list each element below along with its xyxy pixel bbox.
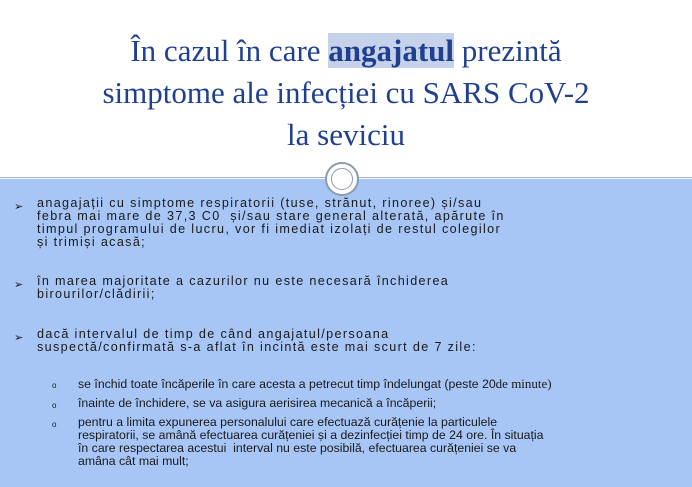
- divider-circle-ornament: [325, 162, 359, 196]
- arrow-bullet-icon: ➢: [14, 332, 24, 344]
- bullet-2-line-1: în marea majoritate a cazurilor nu este necesară închiderea: [37, 274, 450, 288]
- sub-bullet-2-line-1: înainte de închidere, se va asigura aerisirea mecanică a încăperii;: [78, 396, 437, 410]
- bullet-1-line-1: anagajații cu simptome respiratorii (tuse, strănut, rinoree) și/sau: [37, 196, 483, 210]
- slide-body: [0, 179, 692, 487]
- title-line-2: simptome ale infecției cu SARS CoV-2: [102, 75, 590, 110]
- circle-bullet-icon: o: [52, 401, 57, 410]
- title-post: prezintă: [454, 33, 562, 68]
- sub-bullet-item-2: [78, 397, 678, 410]
- arrow-bullet-icon: ➢: [14, 279, 24, 291]
- bullet-1-line-4: și trimiși acasă;: [37, 235, 147, 249]
- title-pre: În cazul în care: [130, 33, 329, 68]
- sub-bullet-item-1: [78, 377, 678, 391]
- bullet-item-1: [37, 197, 677, 249]
- bullet-item-2: [37, 275, 677, 301]
- slide-title: [20, 30, 672, 156]
- sub-bullet-1-tail: de minute): [495, 376, 552, 391]
- sub-bullet-item-3: [78, 416, 678, 468]
- title-highlight: angajatul: [328, 33, 455, 68]
- bullet-1-line-3: timpul programului de lucru, vor fi imediat izolați de restul colegilor: [37, 222, 502, 236]
- sub-bullet-3-line-4: amâna cât mai mult;: [78, 454, 189, 468]
- title-area: [0, 0, 692, 179]
- circle-bullet-icon: o: [52, 420, 57, 429]
- bullet-item-3: [37, 328, 677, 354]
- sub-bullet-3-line-2: respiratorii, se amână efectuarea curățeniei și a dezinfecției timp de 24 ore. În situația: [78, 428, 544, 442]
- circle-bullet-icon: o: [52, 381, 57, 390]
- bullet-3-line-2: suspectă/confirmată s-a aflat în incintă este mai scurt de 7 zile:: [37, 340, 477, 354]
- bullet-1-line-2: febra mai mare de 37,3 C0 și/sau stare general alterată, apărute în: [37, 209, 505, 223]
- title-line-3: la seviciu: [287, 117, 405, 152]
- sub-bullet-3-line-3: în care respectarea acestui interval nu este posibilă, efectuarea curățeniei se va: [78, 441, 517, 455]
- bullet-2-line-2: birourilor/clădirii;: [37, 287, 156, 301]
- sub-bullet-3-line-1: pentru a limita expunerea personalului care efectuază curățenie la particulele: [78, 415, 498, 429]
- arrow-bullet-icon: ➢: [14, 201, 24, 213]
- bullet-3-line-1: dacă intervalul de timp de când angajatul/persoana: [37, 327, 390, 341]
- sub-bullet-1-text: se închid toate încăperile în care acesta a petrecut timp îndelungat (peste 20: [78, 377, 496, 391]
